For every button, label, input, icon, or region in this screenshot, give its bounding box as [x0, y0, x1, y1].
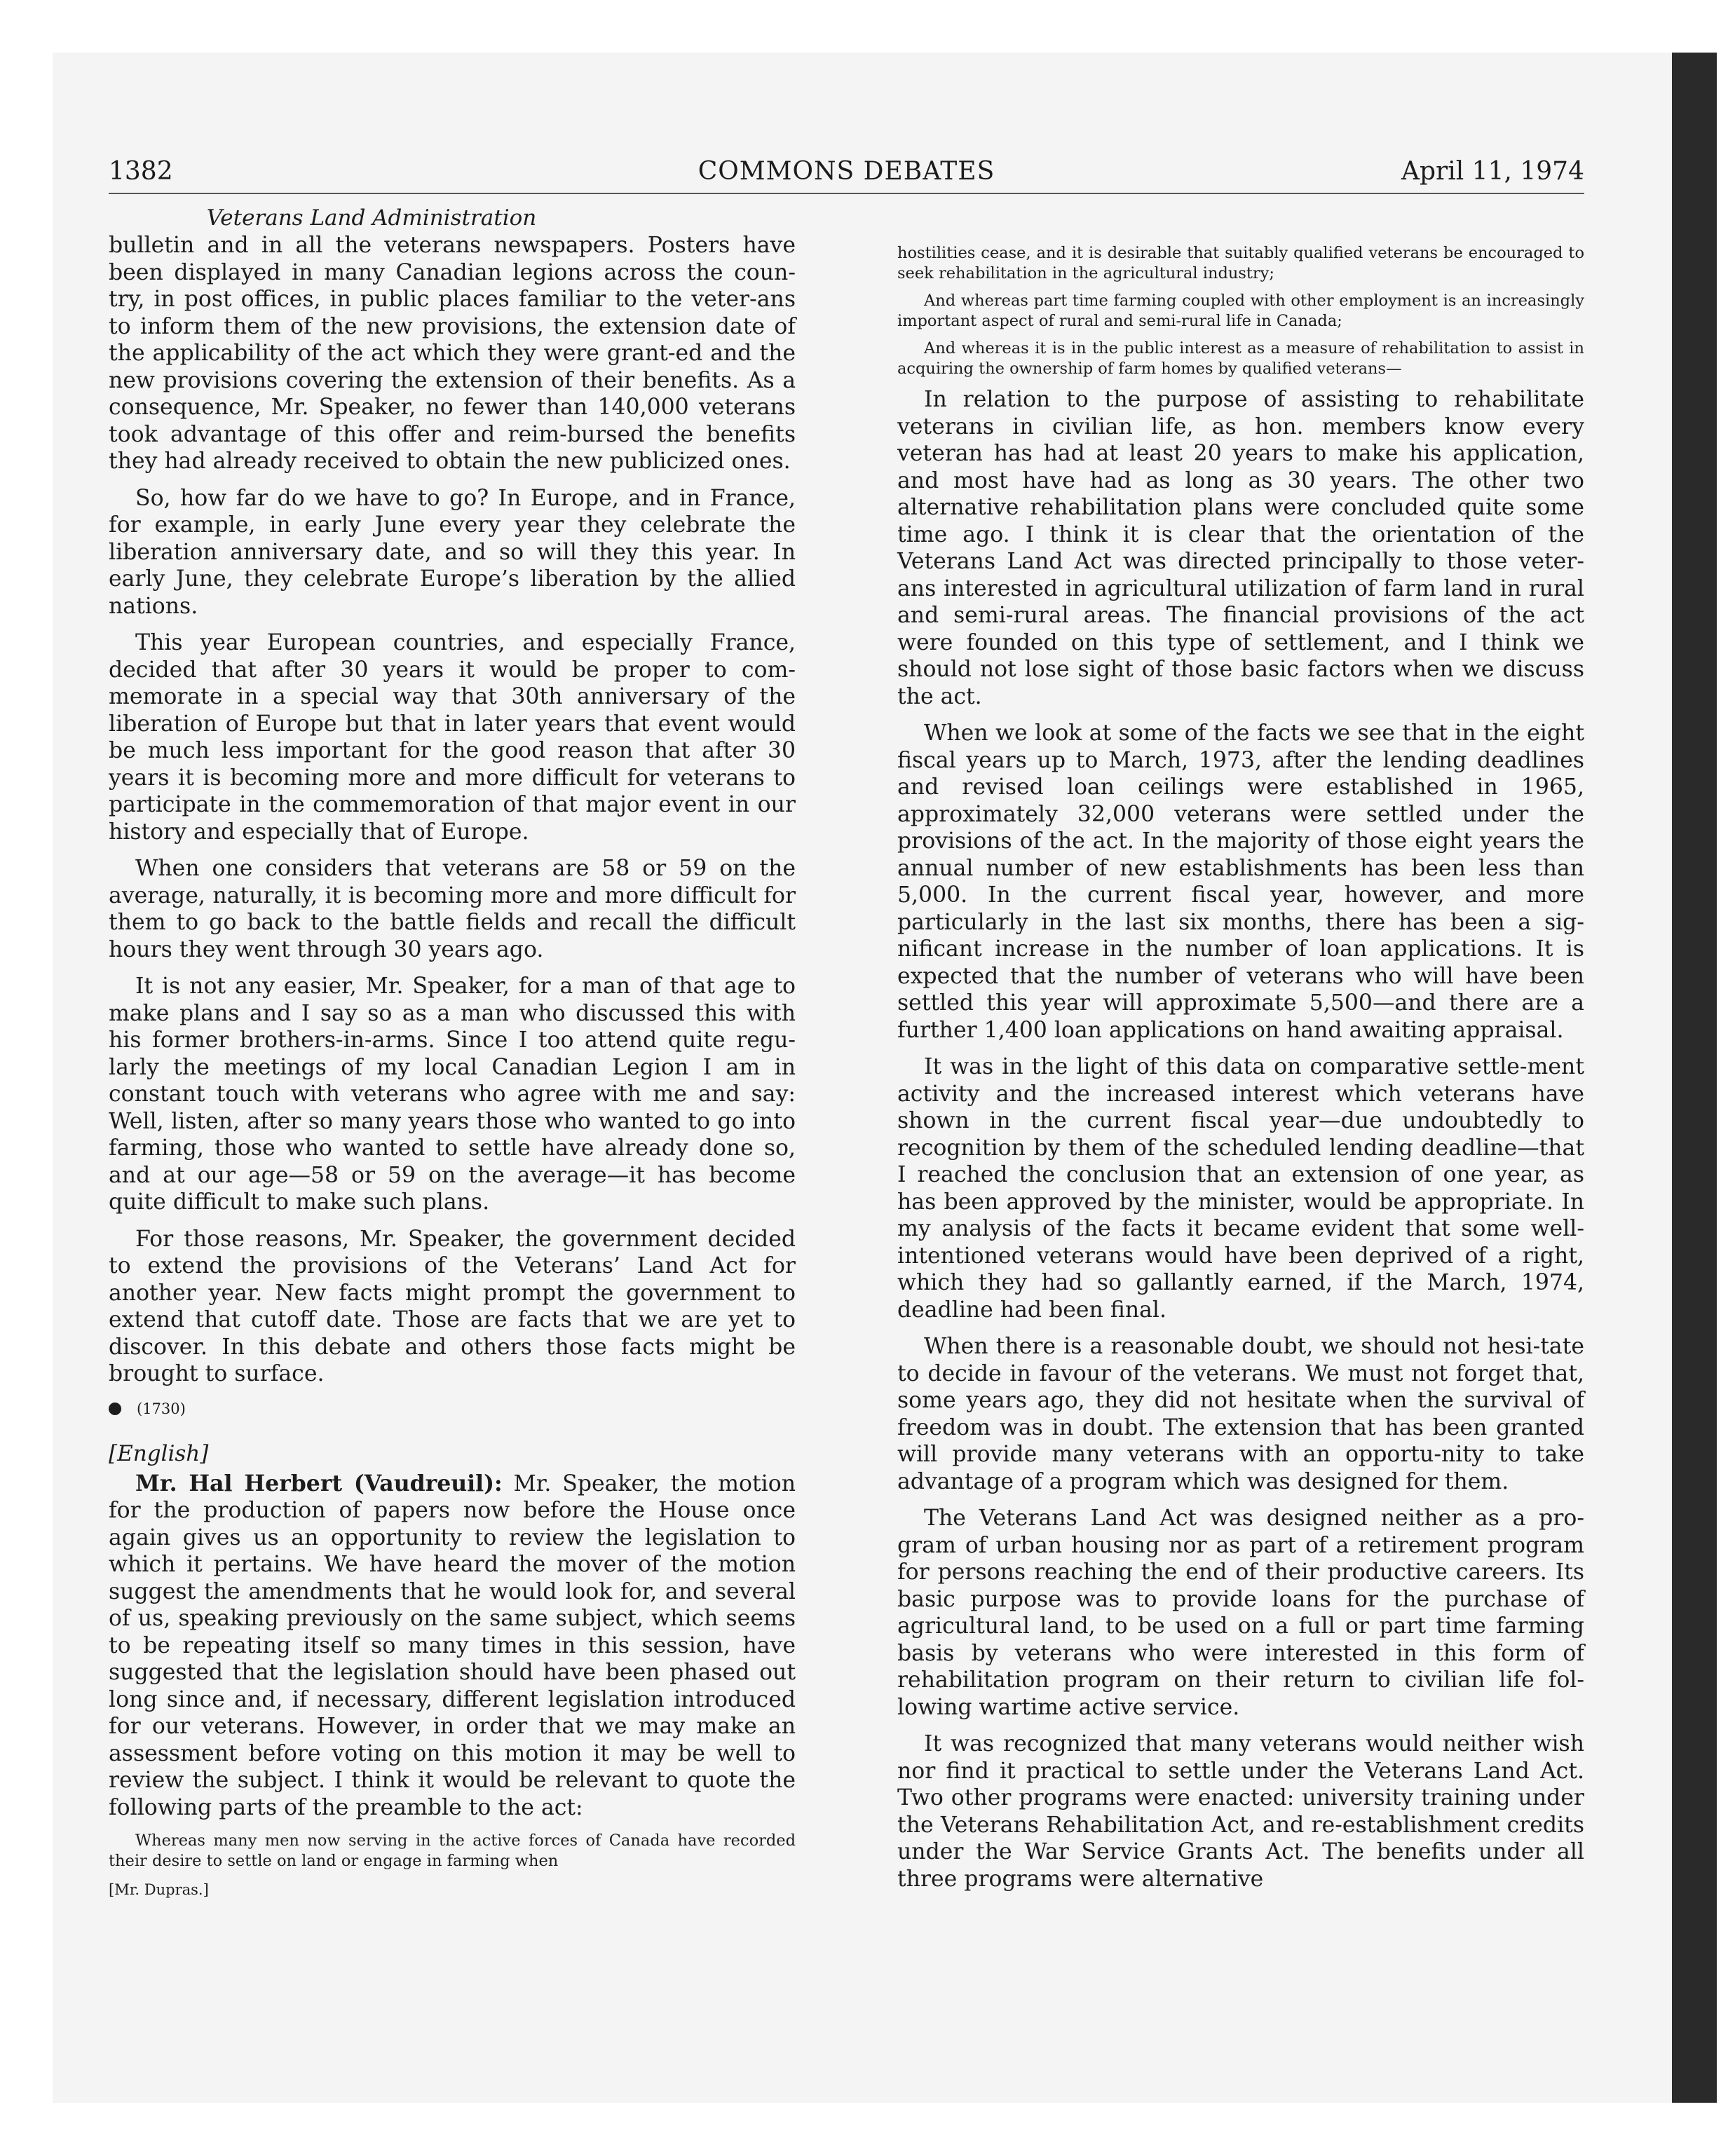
bullet-icon	[109, 1403, 121, 1415]
paragraph: This year European countries, and especially France, decided that after 30 years it would be proper to com-memorate in a special way that 30th anniversary of the liberation of Europe but that in later years that event would be much less important for the good reason that after 30 years it is becoming more and more difficult for veterans to participate in the commemoration of that major event in our history and especially that of Europe.	[109, 630, 796, 845]
paragraph: When one considers that veterans are 58 or 59 on the average, naturally, it is becoming more and more difficult for them to go back to the battle fields and recall the difficult hours they went through 30 years ago.	[109, 856, 796, 962]
page-content	[109, 151, 1584, 1898]
time-marker	[109, 1400, 796, 1417]
time-marker-text: (1730)	[137, 1400, 186, 1417]
paragraph: In relation to the purpose of assisting to rehabilitate veterans in civilian life, as hon. members know every veteran has had at least 20 years to make his application, and most have had as long as 30 years. The other two alternative rehabilitation plans were concluded quite some time ago. I think it is clear that the orientation of the Veterans Land Act was directed principally to those veter-ans interested in agricultural utilization of farm land in rural and semi-rural areas. The financial provisions of the act were founded on this type of settlement, and I think we should not lose sight of those basic factors when we discuss the act.	[897, 387, 1584, 709]
page-number: 1382	[109, 157, 173, 186]
paragraph: The Veterans Land Act was designed neither as a pro-gram of urban housing nor as part of a retirement program for persons reaching the end of their productive careers. Its basic purpose was to provide loans for the purchase of agricultural land, to be used on a full or part time farming basis by veterans who were interested in this form of rehabilitation program on their return to civilian life fol-lowing wartime active service.	[897, 1506, 1584, 1720]
right-column	[897, 194, 1584, 1902]
quotation: Whereas many men now serving in the active forces of Canada have recorded their desire to settle on land or engage in farming when	[109, 1831, 796, 1870]
running-header	[109, 151, 1584, 194]
paragraph: For those reasons, Mr. Speaker, the government decided to extend the provisions of the Veterans’ Land Act for another year. New facts might prompt the government to extend that cutoff date. Those are facts that we are yet to discover. In this debate and others those facts might be brought to surface.	[109, 1226, 796, 1386]
quotation: And whereas it is in the public interest as a measure of rehabilitation to assist in acquiring the ownership of farm homes by qualified veterans—	[897, 339, 1584, 378]
speaker-footer: [Mr. Dupras.]	[109, 1881, 209, 1898]
speech-text: Mr. Speaker, the motion for the production of papers now before the House once again gives us an opportunity to review the legislation to which it pertains. We have heard the mover of the motion suggest the amendments that he would look for, and several of us, speaking previously on the same subject, which seems to be repeating itself so many times in this session, have suggested that the legislation should have been phased out long since and, if necessary, different legislation introduced for our veterans. However, in order that we may make an assessment before voting on this motion it may be well to review the subject. I think it would be relevant to quote the following parts of the preamble to the act:	[109, 1471, 796, 1820]
publication-date: April 11, 1974	[1401, 157, 1584, 186]
paragraph: It is not any easier, Mr. Speaker, for a man of that age to make plans and I say so as a man who discussed this with his former brothers-in-arms. Since I too attend quite regu-larly the meetings of my local Canadian Legion I am in constant touch with veterans who agree with me and say: Well, listen, after so many years those who wanted to go into farming, those who wanted to settle have already done so, and at our age—58 or 59 on the average—it has become quite difficult to make such plans.	[109, 974, 796, 1215]
paragraph: When we look at some of the facts we see that in the eight fiscal years up to March, 1973, after the lending deadlines and revised loan ceilings were established in 1965, approximately 32,000 veterans were settled under the provisions of the act. In the majority of those eight years the annual number of new establishments has been less than 5,000. In the current fiscal year, however, and more particularly in the last six months, there has been a sig-nificant increase in the number of loan applications. It is expected that the number of veterans who will have been settled this year will approximate 5,500—and there are a further 1,400 loan applications on hand awaiting appraisal.	[897, 721, 1584, 1043]
speaker-name: Mr. Hal Herbert (Vaudreuil):	[135, 1470, 503, 1496]
paragraph: So, how far do we have to go? In Europe, and in France, for example, in early June every year they celebrate the liberation anniversary date, and so will they this year. In early June, they celebrate Europe’s liberation by the allied nations.	[109, 485, 796, 619]
quotation: And whereas part time farming coupled with other employment is an increasingly important aspect of rural and semi-rural life in Canada;	[897, 292, 1584, 330]
language-label: [English]	[109, 1440, 209, 1466]
publication-title: COMMONS DEBATES	[698, 157, 995, 186]
quotation: hostilities cease, and it is desirable that suitably qualified veterans be encouraged to seek rehabilitation in the agricultural industry;	[897, 244, 1584, 282]
scan-edge-band	[1672, 53, 1717, 2103]
paragraph: When there is a reasonable doubt, we should not hesi-tate to decide in favour of the veterans. We must not forget that, some years ago, they did not hesitate when the survival of freedom was in doubt. The extension that has been granted will provide many veterans with an opportu-nity to take advantage of a program which was designed for them.	[897, 1334, 1584, 1494]
section-title: Veterans Land Administration	[206, 205, 537, 231]
paragraph: bulletin and in all the veterans newspapers. Posters have been displayed in many Canadian legions across the coun-try, in post offices, in public places familiar to the veter-ans to inform them of the new provisions, the extension date of the applicability of the act which they were grant-ed and the new provisions covering the extension of their benefits. As a consequence, Mr. Speaker, no fewer than 140,000 veterans took advantage of this offer and reim-bursed the benefits they had already received to obtain the new publicized ones.	[109, 233, 796, 474]
left-column	[109, 194, 796, 1898]
paragraph: It was in the light of this data on comparative settle-ment activity and the increased interest which veterans have shown in the current fiscal year—due undoubtedly to recognition by them of the scheduled lending deadline—that I reached the conclusion that an extension of one year, as has been approved by the minister, would be appropriate. In my analysis of the facts it became evident that some well-intentioned veterans would have been deprived of a right, which they had so gallantly earned, if the March, 1974, deadline had been final.	[897, 1054, 1584, 1323]
paragraph: It was recognized that many veterans would neither wish nor find it practical to settle under the Veterans Land Act. Two other programs were enacted: university training under the Veterans Rehabilitation Act, and re-establishment credits under the War Service Grants Act. The benefits under all three programs were alternative	[897, 1731, 1584, 1892]
scanned-page	[53, 53, 1682, 2103]
speech-paragraph	[109, 1471, 796, 1822]
